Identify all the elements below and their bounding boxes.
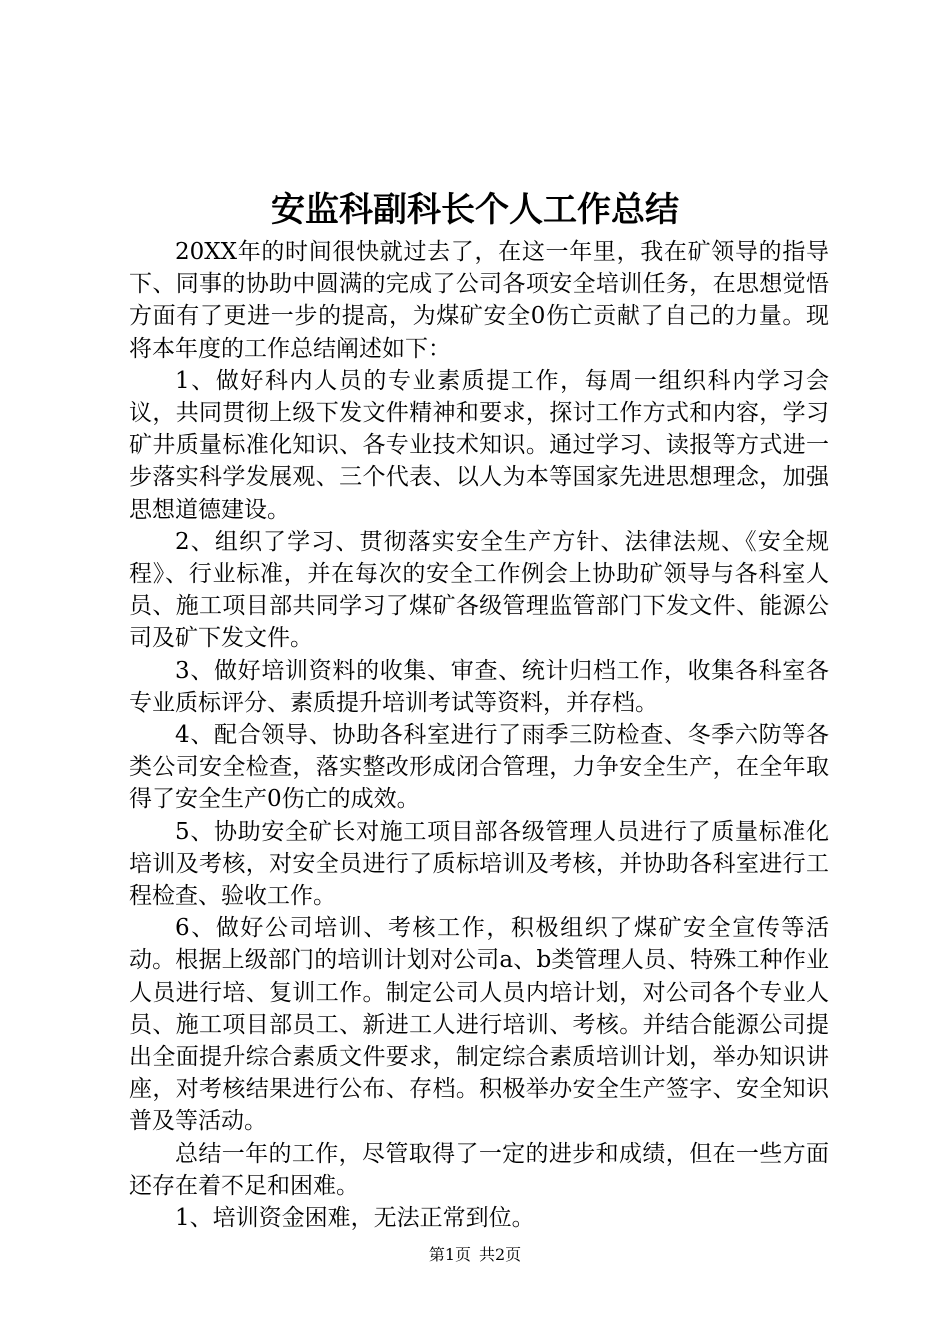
paragraph-intro: 20XX年的时间很快就过去了，在这一年里，我在矿领导的指导下、同事的协助中圆满的完成了公司各项安全培训任务，在思想觉悟方面有了更进一步的提高，为煤矿安全0伤亡贡献了自己的力量。现将本年度的工作总结阐述如下： [129, 239, 829, 362]
paragraph-problem-1: 1、培训资金困难，无法正常到位。 [175, 1205, 535, 1232]
paragraph-item-1: 1、做好科内人员的专业素质提工作，每周一组织科内学习会议，共同贯彻上级下发文件精神和要求，探讨工作方式和内容，学习矿井质量标准化知识、各专业技术知识。通过学习、读报等方式进一步落实科学发展观、三个代表、以人为本等国家先进思想理念，加强思想道德建设。 [129, 367, 829, 523]
document-body [129, 236, 829, 1234]
paragraph-item-5: 5、协助安全矿长对施工项目部各级管理人员进行了质量标准化培训及考核，对安全员进行了质标培训及考核，并协助各科室进行工程检查、验收工作。 [129, 818, 829, 910]
paragraph-item-4: 4、配合领导、协助各科室进行了雨季三防检查、冬季六防等各类公司安全检查，落实整改形成闭合管理，力争安全生产，在全年取得了安全生产0伤亡的成效。 [129, 722, 829, 813]
page-number-total: 共2页 [479, 1245, 522, 1264]
paragraph-item-6: 6、做好公司培训、考核工作，积极组织了煤矿安全宣传等活动。根据上级部门的培训计划对公司a、b类管理人员、特殊工种作业人员进行培、复训工作。制定公司人员内培计划，对公司各个专业人员、施工项目部员工、新进工人进行培训、考核。并结合能源公司提出全面提升综合素质文件要求，制定综合素质培训计划，举办知识讲座，对考核结果进行公布、存档。积极举办安全生产签字、安全知识普及等活动。 [129, 915, 829, 1135]
page-footer [0, 1244, 950, 1266]
paragraph-item-3: 3、做好培训资料的收集、审查、统计归档工作，收集各科室各专业质标评分、素质提升培训考试等资料，并存档。 [129, 657, 829, 716]
document-title: 安监科副科长个人工作总结 [271, 190, 679, 230]
paragraph-item-2: 2、组织了学习、贯彻落实安全生产方针、法律法规、《安全规程》、行业标准，并在每次的安全工作例会上协助矿领导与各科室人员、施工项目部共同学习了煤矿各级管理监管部门下发文件、能源公司及矿下发文件。 [129, 528, 829, 652]
page-number-current: 第1页 [428, 1245, 471, 1264]
paragraph-summary: 总结一年的工作，尽管取得了一定的进步和成绩，但在一些方面还存在着不足和困难。 [129, 1140, 829, 1199]
